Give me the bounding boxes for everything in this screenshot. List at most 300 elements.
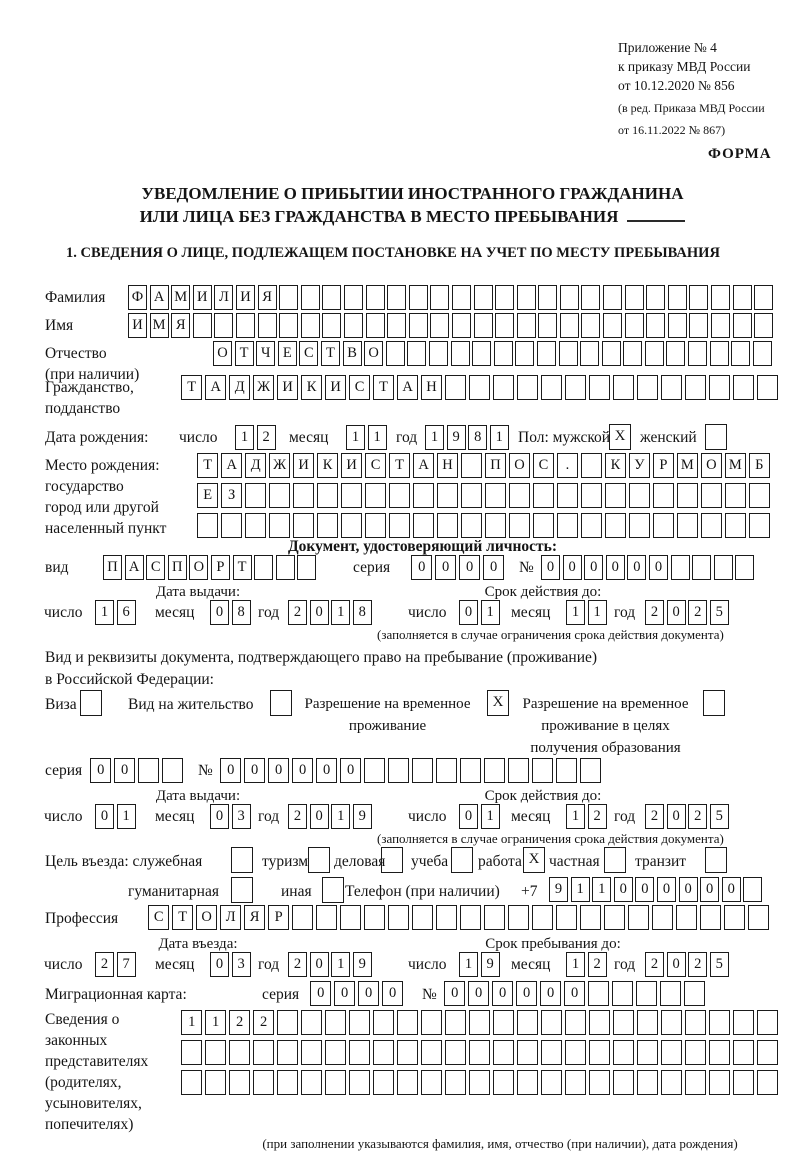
birthplace-state-label: государство <box>45 478 124 495</box>
form-cell <box>517 1040 538 1065</box>
form-cell: 7 <box>117 952 136 977</box>
name-cells <box>128 313 776 338</box>
form-cell <box>757 1040 778 1065</box>
form-cell <box>733 1010 754 1035</box>
form-cell: 0 <box>310 952 329 977</box>
form-cell: 0 <box>516 981 537 1006</box>
form-cell: А <box>397 375 418 400</box>
form-cell <box>517 1010 538 1035</box>
form-cell <box>588 981 609 1006</box>
entry-month-label: месяц <box>155 956 195 973</box>
form-cell: 1 <box>425 425 444 450</box>
form-cell: Я <box>171 313 190 338</box>
form-cell <box>743 877 762 902</box>
form-cell <box>581 285 600 310</box>
birthplace-label: Место рождения: <box>45 457 160 474</box>
doc-valid-year-label: год <box>614 604 636 621</box>
form-cell: 0 <box>444 981 465 1006</box>
form-cell <box>245 513 266 538</box>
form-cell <box>277 1010 298 1035</box>
residence-permit-label: Вид на жительство <box>128 696 254 713</box>
citizenship-label2: подданство <box>45 400 121 417</box>
form-cell: Я <box>258 285 277 310</box>
form-cell: И <box>341 453 362 478</box>
form-cell <box>517 375 538 400</box>
form-cell <box>613 1010 634 1035</box>
form-cell <box>229 1040 250 1065</box>
gender-female-label: женский <box>640 429 697 446</box>
form-cell <box>581 453 602 478</box>
name-label: Имя <box>45 317 74 334</box>
form-cell: 1 <box>459 952 478 977</box>
form-cell <box>714 555 733 580</box>
form-cell: И <box>277 375 298 400</box>
form-cell <box>581 483 602 508</box>
doc-type-cells <box>103 555 319 580</box>
form-cell <box>205 1070 226 1095</box>
edition-line: от 16.11.2022 № 867) <box>618 123 726 137</box>
form-cell <box>709 375 730 400</box>
form-cell <box>733 1070 754 1095</box>
form-cell <box>451 341 470 366</box>
form-cell <box>493 1070 514 1095</box>
rep-label-line2: законных <box>45 1032 108 1049</box>
form-cell <box>373 1010 394 1035</box>
form-cell <box>277 1070 298 1095</box>
form-cell <box>436 758 457 783</box>
citizenship-cells <box>181 375 781 400</box>
form-cell <box>325 1070 346 1095</box>
identity-doc-heading: Документ, удостоверяющий личность: <box>287 538 558 555</box>
res-issue-month-cells <box>210 804 253 829</box>
purpose-humanitarian-checkbox <box>231 877 253 903</box>
form-cell <box>485 483 506 508</box>
birth-year-label: год <box>396 429 418 446</box>
form-cell: Т <box>233 555 252 580</box>
form-cell <box>469 1070 490 1095</box>
form-cell: 1 <box>117 804 136 829</box>
stay-year-label: год <box>614 956 636 973</box>
form-cell <box>469 1040 490 1065</box>
form-cell <box>754 313 773 338</box>
form-cell <box>495 285 514 310</box>
form-cell: И <box>293 453 314 478</box>
visa-checkbox <box>80 690 102 716</box>
form-cell <box>279 313 298 338</box>
form-cell <box>340 905 361 930</box>
doc-valid-month-cells <box>566 600 609 625</box>
doc-valid-day-cells <box>459 600 502 625</box>
form-cell: Ж <box>269 453 290 478</box>
form-cell <box>386 341 405 366</box>
form-cell: Ч <box>256 341 275 366</box>
form-cell <box>725 483 746 508</box>
form-cell <box>565 1010 586 1035</box>
form-cell: Т <box>197 453 218 478</box>
form-cell <box>581 313 600 338</box>
purpose-business-label: деловая <box>334 853 386 870</box>
form-cell <box>517 313 536 338</box>
form-cell <box>493 1040 514 1065</box>
form-cell <box>565 1040 586 1065</box>
form-cell <box>559 341 578 366</box>
form-cell <box>469 375 490 400</box>
form-cell <box>685 1040 706 1065</box>
form-cell <box>661 375 682 400</box>
form-cell: В <box>343 341 362 366</box>
form-cell <box>541 1040 562 1065</box>
form-cell <box>197 513 218 538</box>
form-cell: 0 <box>95 804 114 829</box>
form-cell: 1 <box>571 877 590 902</box>
form-cell <box>733 1040 754 1065</box>
form-cell <box>661 1010 682 1035</box>
form-cell: О <box>213 341 232 366</box>
form-cell: 8 <box>353 600 372 625</box>
form-cell <box>344 313 363 338</box>
form-cell <box>258 313 277 338</box>
form-title-line2: ИЛИ ЛИЦА БЕЗ ГРАЖДАНСТВА В МЕСТО ПРЕБЫВАНИЯ <box>40 205 785 228</box>
form-cell <box>365 513 386 538</box>
doc-issue-year-cells <box>288 600 374 625</box>
form-cell: 1 <box>588 600 607 625</box>
form-cell <box>688 341 707 366</box>
temp-residence-checkbox: X <box>487 690 509 716</box>
form-cell <box>430 285 449 310</box>
birthplace-row1-cells <box>197 453 773 478</box>
form-cell: 0 <box>310 804 329 829</box>
form-cell: 1 <box>481 804 500 829</box>
form-cell: 2 <box>645 600 664 625</box>
form-cell: 2 <box>688 600 707 625</box>
form-cell <box>493 1010 514 1035</box>
doc-validity-note: (заполняется в случае ограничения срока действия документа) <box>377 627 724 642</box>
form-cell: А <box>205 375 226 400</box>
form-cell <box>748 905 769 930</box>
form-cell <box>646 285 665 310</box>
form-cell <box>445 1010 466 1035</box>
form-cell: 0 <box>310 600 329 625</box>
form-cell <box>533 513 554 538</box>
form-cell: 1 <box>331 804 350 829</box>
form-cell: 1 <box>331 600 350 625</box>
form-cell: 2 <box>253 1010 274 1035</box>
form-cell: 0 <box>635 877 654 902</box>
form-cell: 2 <box>645 952 664 977</box>
form-cell <box>162 758 183 783</box>
form-cell <box>181 1040 202 1065</box>
form-cell <box>461 453 482 478</box>
stay-day-cells <box>459 952 502 977</box>
form-cell: Д <box>245 453 266 478</box>
form-cell: П <box>485 453 506 478</box>
form-cell <box>276 555 295 580</box>
doc-series-label: серия <box>353 559 391 576</box>
form-cell: Я <box>244 905 265 930</box>
form-cell <box>437 513 458 538</box>
form-title <box>40 182 785 228</box>
form-cell: 0 <box>244 758 265 783</box>
form-cell <box>277 1040 298 1065</box>
form-cell <box>560 313 579 338</box>
res-valid-until-heading: Срок действия до: <box>484 788 602 804</box>
form-cell: 9 <box>549 877 568 902</box>
residence-permit-checkbox <box>270 690 292 716</box>
form-cell <box>344 285 363 310</box>
form-cell: 6 <box>117 600 136 625</box>
form-cell <box>205 1040 226 1065</box>
form-cell <box>389 483 410 508</box>
form-cell <box>341 513 362 538</box>
form-cell <box>293 513 314 538</box>
surname-cells <box>128 285 776 310</box>
form-cell <box>437 483 458 508</box>
form-cell <box>733 285 752 310</box>
form-cell: 0 <box>459 600 478 625</box>
form-cell <box>349 1010 370 1035</box>
form-cell <box>710 341 729 366</box>
purpose-study-label: учеба <box>411 853 449 870</box>
form-cell <box>685 1070 706 1095</box>
form-cell <box>709 1070 730 1095</box>
form-cell <box>214 313 233 338</box>
form-cell <box>469 1010 490 1035</box>
form-cell <box>301 1040 322 1065</box>
form-cell <box>269 513 290 538</box>
form-cell <box>538 313 557 338</box>
form-cell: 1 <box>205 1010 226 1035</box>
form-cell: О <box>189 555 208 580</box>
form-cell: 2 <box>288 952 307 977</box>
form-cell: 9 <box>447 425 466 450</box>
form-cell: У <box>629 453 650 478</box>
form-cell: М <box>171 285 190 310</box>
form-cell <box>733 313 752 338</box>
form-cell <box>628 905 649 930</box>
form-cell <box>349 1070 370 1095</box>
res-issue-date-heading: Дата выдачи: <box>155 788 241 804</box>
form-cell <box>604 905 625 930</box>
doc-issue-day-label: число <box>44 604 83 621</box>
form-cell <box>421 1040 442 1065</box>
form-cell: 1 <box>331 952 350 977</box>
form-cell <box>733 375 754 400</box>
form-cell: 0 <box>382 981 403 1006</box>
mig-number-cells <box>444 981 708 1006</box>
form-cell <box>254 555 273 580</box>
form-cell: 0 <box>563 555 582 580</box>
mig-number-label: № <box>422 986 437 1003</box>
res-issue-year-cells <box>288 804 374 829</box>
form-cell <box>138 758 159 783</box>
form-cell: 8 <box>468 425 487 450</box>
form-cell <box>508 905 529 930</box>
form-cell <box>557 483 578 508</box>
doc-issue-date-heading: Дата выдачи: <box>155 584 241 600</box>
form-cell <box>236 313 255 338</box>
form-cell <box>301 285 320 310</box>
form-cell: Т <box>235 341 254 366</box>
form-cell <box>429 341 448 366</box>
form-cell: Т <box>181 375 202 400</box>
form-cell <box>689 313 708 338</box>
purpose-work-checkbox: X <box>523 847 545 873</box>
form-cell: М <box>725 453 746 478</box>
form-cell <box>301 1070 322 1095</box>
form-cell <box>472 341 491 366</box>
form-cell <box>709 1010 730 1035</box>
form-cell <box>753 341 772 366</box>
form-cell: К <box>605 453 626 478</box>
birthplace-row3-cells <box>197 513 773 538</box>
form-cell <box>322 285 341 310</box>
form-cell <box>409 285 428 310</box>
form-cell <box>689 285 708 310</box>
form-cell <box>297 555 316 580</box>
res-issue-day-label: число <box>44 808 83 825</box>
purpose-transit-checkbox <box>705 847 727 873</box>
res-series-label: серия <box>45 762 83 779</box>
form-cell: 0 <box>606 555 625 580</box>
migration-card-label: Миграционная карта: <box>45 986 187 1003</box>
form-cell: Е <box>197 483 218 508</box>
form-cell <box>724 905 745 930</box>
form-cell: Р <box>268 905 289 930</box>
form-cell: 0 <box>268 758 289 783</box>
form-cell: 1 <box>566 952 585 977</box>
form-cell <box>389 513 410 538</box>
temp-edu-label2: проживание в целях <box>541 718 670 734</box>
form-cell: З <box>221 483 242 508</box>
stay-day-label: число <box>408 956 447 973</box>
form-cell: 0 <box>614 877 633 902</box>
form-cell <box>668 313 687 338</box>
doc-valid-year-cells <box>645 600 731 625</box>
form-cell: 1 <box>368 425 387 450</box>
appendix-line: Приложение № 4 <box>618 40 717 55</box>
form-cell <box>637 375 658 400</box>
form-cell <box>560 285 579 310</box>
form-cell <box>711 313 730 338</box>
patronymic-note-label: (при наличии) <box>45 366 140 383</box>
form-cell <box>589 375 610 400</box>
form-cell: А <box>221 453 242 478</box>
form-cell: Т <box>321 341 340 366</box>
edition-line: (в ред. Приказа МВД России <box>618 101 765 115</box>
form-cell: 0 <box>90 758 111 783</box>
res-validity-note: (заполняется в случае ограничения срока действия документа) <box>377 831 724 846</box>
form-cell <box>193 313 212 338</box>
form-cell <box>605 513 626 538</box>
representatives-note: (при заполнении указываются фамилия, имя, отчество (при наличии), дата рождения) <box>262 1136 738 1151</box>
form-cell <box>625 313 644 338</box>
form-cell <box>735 555 754 580</box>
patronymic-label: Отчество <box>45 345 107 362</box>
birthplace-settlement-label: населенный пункт <box>45 520 167 537</box>
form-cell <box>625 285 644 310</box>
form-cell <box>629 483 650 508</box>
form-cell <box>537 341 556 366</box>
birthplace-city-label: город или другой <box>45 499 159 516</box>
doc-issue-year-label: год <box>258 604 280 621</box>
form-cell <box>581 513 602 538</box>
form-cell <box>666 341 685 366</box>
form-cell <box>589 1010 610 1035</box>
form-cell: 1 <box>346 425 365 450</box>
form-cell: С <box>349 375 370 400</box>
rep-label-line3: представителях <box>45 1053 149 1070</box>
form-cell: 0 <box>584 555 603 580</box>
form-cell: . <box>557 453 578 478</box>
birth-year-cells <box>425 425 511 450</box>
doc-type-label: вид <box>45 559 69 576</box>
form-cell: 2 <box>229 1010 250 1035</box>
form-cell: 8 <box>232 600 251 625</box>
form-cell <box>636 981 657 1006</box>
form-cell <box>517 1070 538 1095</box>
form-cell <box>421 1010 442 1035</box>
form-cell <box>366 285 385 310</box>
residence-doc-label1: Вид и реквизиты документа, подтверждающего право на пребывание (проживание) <box>45 649 598 666</box>
form-cell <box>409 313 428 338</box>
form-cell <box>421 1070 442 1095</box>
form-cell <box>653 483 674 508</box>
form-cell: 0 <box>700 877 719 902</box>
form-cell: 0 <box>483 555 504 580</box>
form-cell <box>461 483 482 508</box>
profession-cells <box>148 905 772 930</box>
form-cell: И <box>236 285 255 310</box>
stay-year-cells <box>645 952 731 977</box>
title-blank-underline <box>627 206 685 222</box>
form-cell <box>532 905 553 930</box>
temp-edu-label3: получения образования <box>530 740 681 756</box>
form-cell: П <box>103 555 122 580</box>
form-marker: ФОРМА <box>708 146 772 162</box>
doc-issue-month-cells <box>210 600 253 625</box>
form-cell <box>684 981 705 1006</box>
purpose-study-checkbox <box>451 847 473 873</box>
form-cell <box>292 905 313 930</box>
form-cell: С <box>533 453 554 478</box>
form-cell <box>317 513 338 538</box>
form-cell <box>325 1010 346 1035</box>
form-cell <box>460 758 481 783</box>
form-cell <box>603 285 622 310</box>
form-cell <box>364 905 385 930</box>
form-cell <box>613 1040 634 1065</box>
form-cell <box>509 513 530 538</box>
form-cell <box>556 758 577 783</box>
entry-date-heading: Дата въезда: <box>158 936 238 952</box>
res-issue-month-label: месяц <box>155 808 195 825</box>
form-cell <box>445 1040 466 1065</box>
form-cell <box>460 905 481 930</box>
rep-label-line5: усыновителях, <box>45 1095 142 1112</box>
form-cell <box>397 1010 418 1035</box>
form-cell <box>701 483 722 508</box>
form-cell <box>711 285 730 310</box>
doc-series-cells <box>411 555 507 580</box>
form-cell: 9 <box>353 952 372 977</box>
form-cell: С <box>365 453 386 478</box>
entry-month-cells <box>210 952 253 977</box>
res-valid-day-cells <box>459 804 502 829</box>
form-cell <box>373 1070 394 1095</box>
form-cell: 0 <box>564 981 585 1006</box>
section1-heading: 1. СВЕДЕНИЯ О ЛИЦЕ, ПОДЛЕЖАЩЕМ ПОСТАНОВКЕ НА УЧЕТ ПО МЕСТУ ПРЕБЫВАНИЯ <box>66 245 720 261</box>
form-cell: 2 <box>588 804 607 829</box>
